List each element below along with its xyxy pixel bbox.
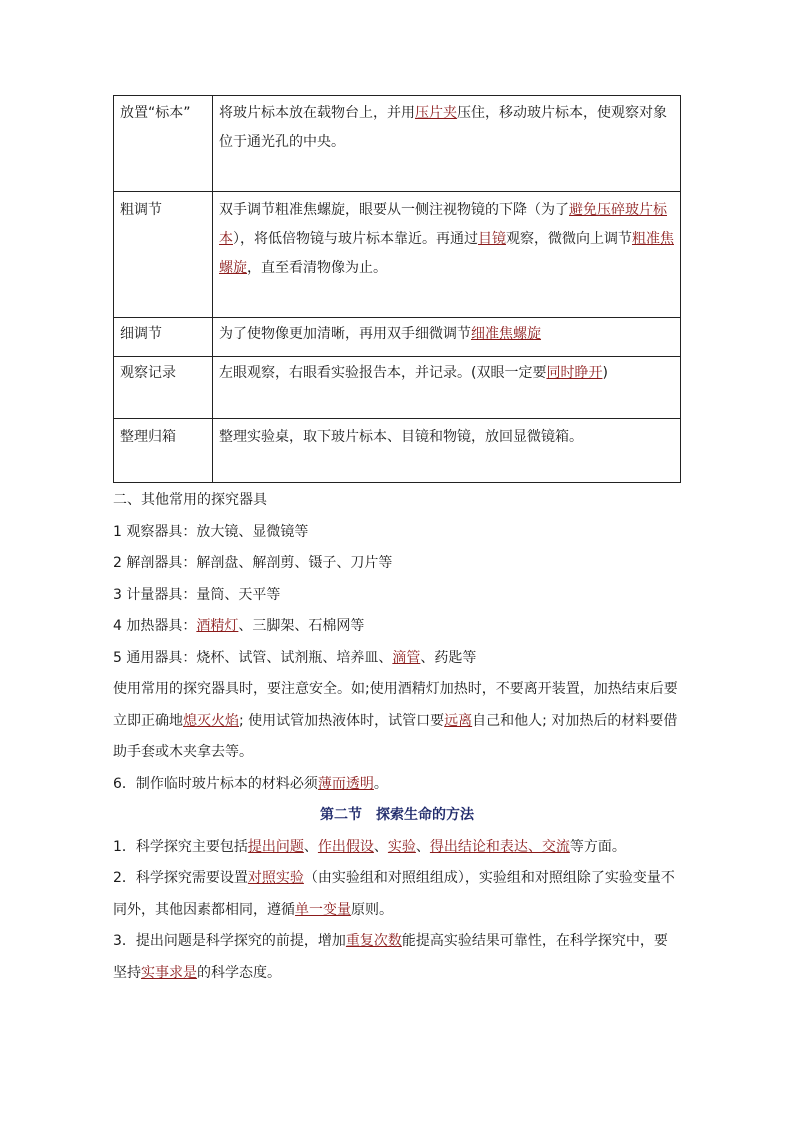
key-term: 细准焦螺旋 — [471, 326, 541, 342]
step-name: 观察记录 — [114, 357, 213, 419]
key-term: 粗准焦螺旋 — [219, 231, 674, 276]
text: 、 — [303, 838, 318, 855]
text: 能提高实验结果可靠性，在科学探究中，要坚持 — [113, 933, 668, 981]
section-title: 第二节 探索生命的方法 — [320, 807, 474, 823]
key-term: 避免压碎玻片标本 — [219, 202, 667, 247]
table-row — [114, 357, 681, 419]
text: 左眼观察，右眼看实验报告本，并记录。(双眼一定要 — [219, 365, 547, 381]
text: 、 — [415, 838, 430, 855]
step-description — [213, 192, 681, 318]
paragraph — [113, 926, 681, 989]
text: 1．科学探究主要包括 — [113, 838, 248, 855]
table-row — [114, 96, 681, 192]
text: ; 使用试管加热液体时，试管口要 — [239, 712, 445, 729]
table-row — [114, 318, 681, 357]
key-term: 单一变量 — [295, 901, 351, 918]
key-term: 酒精灯 — [196, 618, 239, 634]
text: 5 通用器具：烧杯、试管、试剂瓶、培养皿、 — [113, 649, 393, 666]
text: 的科学态度。 — [197, 964, 281, 981]
list-item: 2 解剖器具：解剖盘、解剖剪、镊子、刀片等 — [113, 555, 393, 571]
step-name: 粗调节 — [114, 192, 213, 318]
step-description — [213, 96, 681, 192]
list-item — [113, 611, 681, 643]
text: 自己和他人; 对加热后的材料要借助手套或木夹拿去等。 — [113, 712, 678, 760]
step-name: 放置“标本” — [114, 96, 213, 192]
list-item — [113, 769, 681, 801]
key-term: 滴管 — [392, 649, 421, 666]
text: 、药匙等 — [420, 649, 477, 666]
list-item: 1 观察器具：放大镜、显微镜等 — [113, 523, 309, 540]
text: 2．科学探究需要设置 — [113, 870, 248, 886]
paragraph — [113, 832, 681, 864]
section-heading: 二、其他常用的探究器具 — [113, 492, 267, 508]
key-term: 得出结论和表达、交流 — [429, 838, 570, 855]
key-term: 压片夹 — [415, 105, 457, 121]
key-term: 对照实验 — [247, 870, 304, 886]
key-term: 实验 — [387, 838, 416, 855]
text: 、三脚架、石棉网等 — [238, 618, 365, 634]
table-row — [114, 419, 681, 483]
text: 使用常用的探究器具时，要注意安全。如;使用酒精灯加热时，不要离开装置，加热结束后要立即正确地 — [113, 681, 678, 729]
step-name: 整理归箱 — [114, 419, 213, 483]
key-term: 提出问题 — [247, 838, 304, 855]
key-term: 熄灭火焰 — [183, 712, 239, 729]
text: 4 加热器具： — [113, 618, 197, 634]
text: 为了使物像更加清晰，再用双手细微调节 — [219, 326, 471, 342]
text: 压住，移动玻片标本，使观察对象位于通光孔的中央。 — [219, 105, 667, 150]
text: 观察，微微向上调节 — [506, 231, 632, 247]
text: ），将低倍物镜与玻片标本靠近。再通过 — [233, 231, 478, 247]
text: （由实验组和对照组组成），实验组和对照组除了实验变量不同外，其他因素都相同，遵循 — [113, 870, 675, 918]
key-term: 作出假设 — [317, 838, 374, 855]
list-item: 3 计量器具：量筒、天平等 — [113, 586, 281, 603]
text: 将玻片标本放在载物台上，并用 — [219, 105, 415, 121]
text: 等方面。 — [569, 838, 626, 855]
table-row — [114, 192, 681, 318]
list-item — [113, 643, 681, 675]
step-description — [213, 357, 681, 419]
step-description — [213, 318, 681, 357]
text: 原则。 — [351, 901, 393, 918]
procedure-table — [113, 95, 681, 483]
step-description — [213, 419, 681, 483]
key-term: 目镜 — [478, 231, 506, 247]
safety-paragraph — [113, 674, 681, 769]
key-term: 同时睁开 — [546, 365, 603, 381]
key-term: 薄而透明 — [317, 775, 374, 792]
text: ) — [602, 365, 608, 381]
paragraph — [113, 863, 681, 926]
text: 双手调节粗准焦螺旋，眼要从一侧注视物镜的下降（为了 — [219, 202, 569, 218]
text: 6．制作临时玻片标本的材料必须 — [113, 775, 318, 792]
text: 。 — [373, 775, 388, 792]
text: 、 — [373, 838, 388, 855]
key-term: 远离 — [444, 712, 473, 729]
text: ，直至看清物像为止。 — [247, 260, 387, 276]
step-name: 细调节 — [114, 318, 213, 357]
key-term: 重复次数 — [345, 933, 402, 949]
text: 整理实验桌，取下玻片标本、目镜和物镜，放回显微镜箱。 — [219, 429, 583, 445]
document-page — [113, 95, 681, 989]
key-term: 实事求是 — [141, 964, 197, 981]
text: 3．提出问题是科学探究的前提，增加 — [113, 933, 346, 949]
